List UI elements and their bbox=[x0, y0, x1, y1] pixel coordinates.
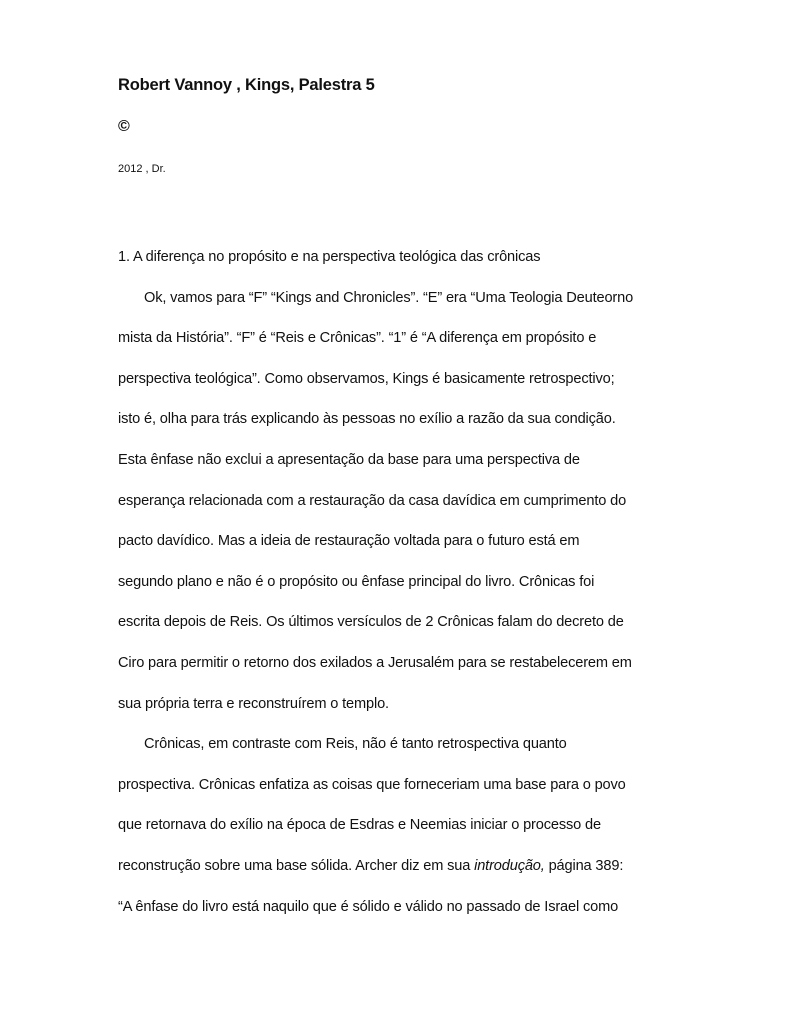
body-text bbox=[118, 237, 698, 927]
paragraph-1-line: escrita depois de Reis. Os últimos versículos de 2 Crônicas falam do decreto de bbox=[118, 614, 624, 631]
paragraph-2-line: prospectiva. Crônicas enfatiza as coisas que forneceriam uma base para o povo bbox=[118, 776, 626, 793]
paragraph-2-line: que retornava do exílio na época de Esdras e Neemias iniciar o processo de bbox=[118, 817, 601, 834]
paragraph-1-line: Esta ênfase não exclui a apresentação da base para uma perspectiva de bbox=[118, 451, 580, 468]
copyright-symbol: © bbox=[118, 118, 130, 135]
paragraph-1-line: pacto davídico. Mas a ideia de restauração voltada para o futuro está em bbox=[118, 533, 580, 550]
paragraph-2-line: Crônicas, em contraste com Reis, não é tanto retrospectiva quanto bbox=[144, 736, 567, 753]
line-text: página 389: bbox=[544, 857, 624, 874]
section-heading: 1. A diferença no propósito e na perspectiva teológica das crônicas bbox=[118, 249, 541, 265]
paragraph-1-line: mista da História”. “F” é “Reis e Crônicas”. “1” é “A diferença em propósito e bbox=[118, 330, 597, 347]
paragraph-1-line: Ciro para permitir o retorno dos exilados a Jerusalém para se restabelecerem em bbox=[118, 654, 632, 671]
paragraph-1-line: perspectiva teológica”. Como observamos, Kings é basicamente retrospectivo; bbox=[118, 370, 615, 387]
line-text: reconstrução sobre uma base sólida. Archer diz em sua bbox=[118, 857, 475, 874]
paragraph-1-line: sua própria terra e reconstruírem o templo. bbox=[118, 695, 389, 712]
paragraph-1-line: isto é, olha para trás explicando às pessoas no exílio a razão da sua condição. bbox=[118, 411, 616, 428]
document-title: Robert Vannoy , Kings, Palestra 5 bbox=[118, 76, 375, 94]
paragraph-2-line: “A ênfase do livro está naquilo que é sólido e válido no passado de Israel como bbox=[118, 898, 619, 915]
paragraph-1-line: Ok, vamos para “F” “Kings and Chronicles”. “E” era “Uma Teologia Deuteorno bbox=[144, 289, 634, 306]
paragraph-2-line bbox=[118, 846, 698, 887]
paragraph-1-line: segundo plano e não é o propósito ou ênfase principal do livro. Crônicas foi bbox=[118, 573, 595, 590]
paragraph-1-line: esperança relacionada com a restauração da casa davídica em cumprimento do bbox=[118, 492, 627, 509]
italic-citation: introdução, bbox=[474, 857, 545, 874]
date-line: 2012 , Dr. bbox=[118, 163, 166, 175]
